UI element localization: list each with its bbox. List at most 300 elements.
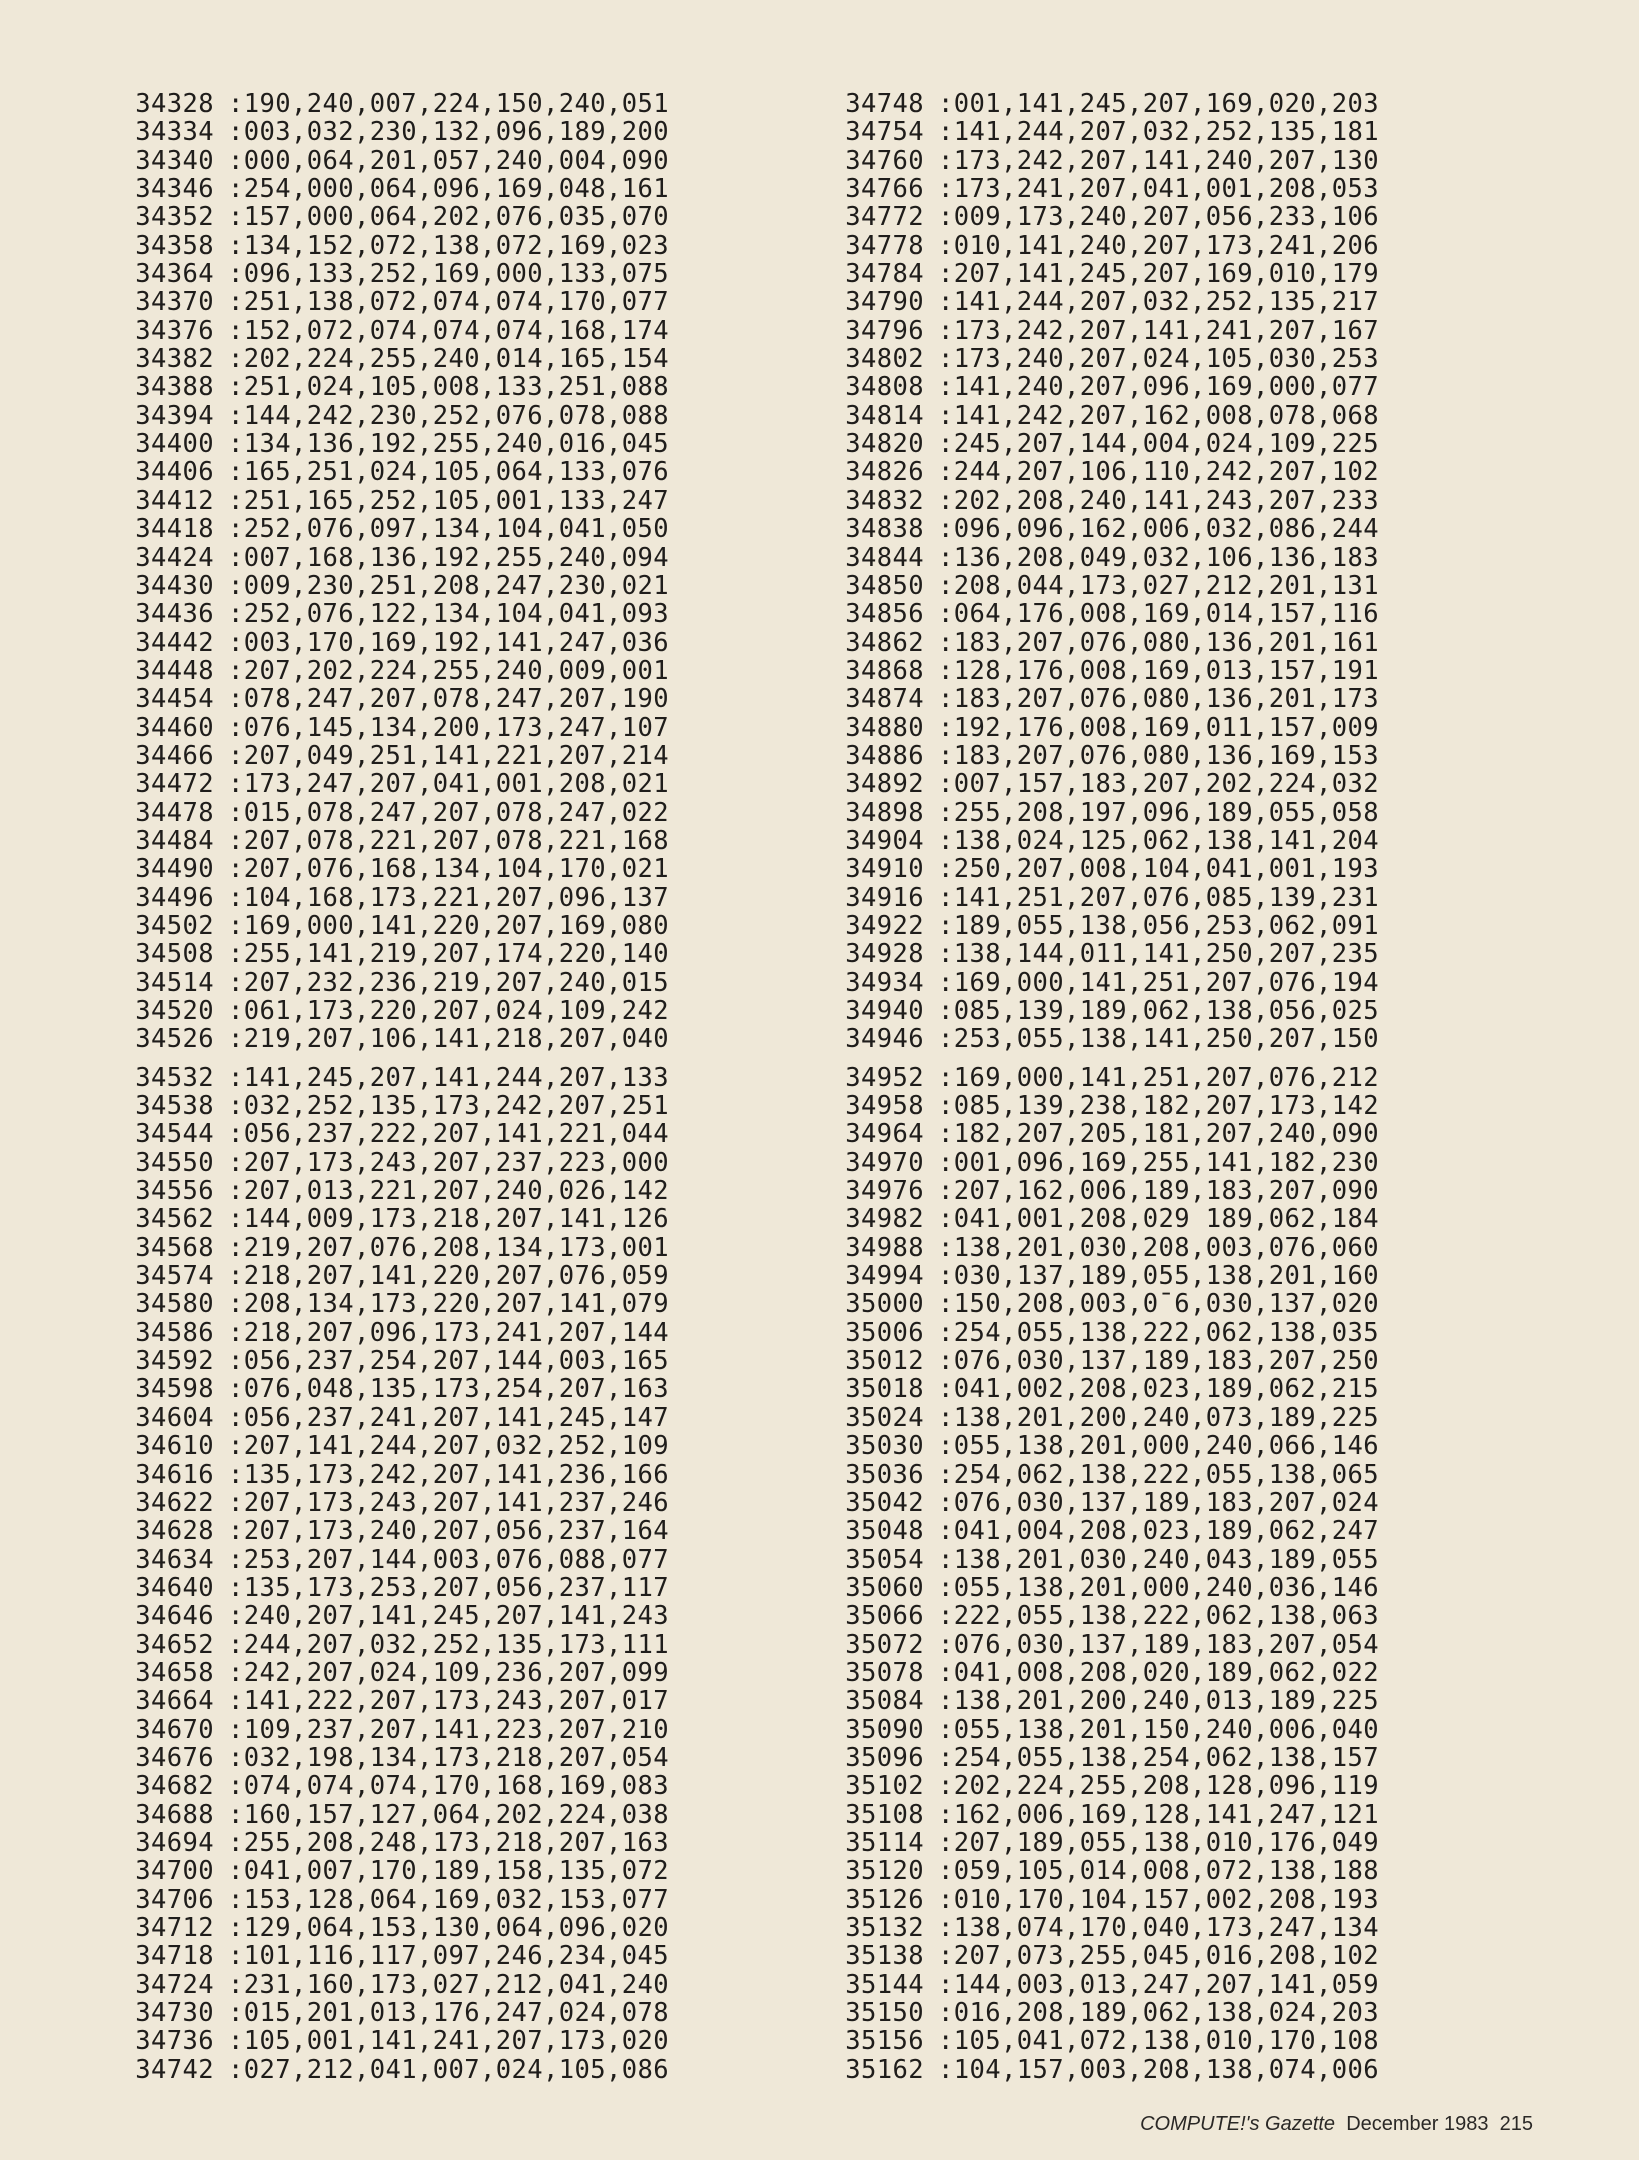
line-data: :153,128,064,169,032,153,077 (228, 1884, 670, 1915)
listing-line (110, 2056, 669, 2084)
line-data: :007,168,136,192,255,240,094 (228, 542, 670, 573)
listing-line (820, 1971, 1379, 1999)
line-data: :141,245,207,141,244,207,133 (228, 1062, 670, 1093)
listing-line (820, 515, 1379, 543)
line-data: :109,237,207,141,223,207,210 (228, 1714, 670, 1745)
line-data: :085,139,238,182,207,173,142 (938, 1091, 1380, 1122)
listing-line (820, 1687, 1379, 1715)
listing-line (820, 288, 1379, 316)
listing-line (820, 1205, 1379, 1233)
listing-block (110, 90, 669, 1054)
line-address: 35156 (845, 2026, 924, 2057)
line-data: :076,030,137,189,183,207,024 (938, 1487, 1380, 1518)
line-data: :207,049,251,141,221,207,214 (228, 740, 670, 771)
listing-line (110, 629, 669, 657)
line-data: :104,168,173,221,207,096,137 (228, 882, 670, 913)
line-address: 34340 (135, 145, 214, 176)
listing-line (110, 1375, 669, 1403)
listing-line (110, 458, 669, 486)
listing-line (820, 1801, 1379, 1829)
line-data: :190,240,007,224,150,240,051 (228, 89, 670, 119)
line-data: :001,096,169,255,141,182,230 (938, 1147, 1380, 1178)
listing-line (820, 430, 1379, 458)
line-data: :254,055,138,222,062,138,035 (938, 1317, 1380, 1348)
line-address: 34850 (845, 570, 924, 601)
listing-line (820, 1177, 1379, 1205)
line-data: :183,207,076,080,136,169,153 (938, 740, 1380, 771)
line-address: 34568 (135, 1232, 214, 1263)
listing-line (820, 373, 1379, 401)
line-address: 35162 (845, 2054, 924, 2085)
line-data: :207,076,168,134,104,170,021 (228, 854, 670, 885)
line-data: :032,252,135,173,242,207,251 (228, 1091, 670, 1122)
line-address: 34982 (845, 1204, 924, 1235)
line-data: :141,222,207,173,243,207,017 (228, 1686, 670, 1717)
line-address: 34772 (845, 202, 924, 233)
line-address: 34838 (845, 514, 924, 545)
listing-line (820, 1234, 1379, 1262)
line-address: 34562 (135, 1204, 214, 1235)
line-address: 34892 (845, 769, 924, 800)
line-address: 34388 (135, 372, 214, 403)
line-address: 34394 (135, 400, 214, 431)
listing-line (110, 544, 669, 572)
listing-line (110, 1517, 669, 1545)
listing-line (110, 1120, 669, 1148)
listing-line (820, 1149, 1379, 1177)
listing-line (110, 1489, 669, 1517)
line-address: 35018 (845, 1374, 924, 1405)
line-data: :254,062,138,222,055,138,065 (938, 1459, 1380, 1490)
listing-line (820, 1517, 1379, 1545)
line-address: 34640 (135, 1572, 214, 1603)
line-data: :056,237,222,207,141,221,044 (228, 1119, 670, 1150)
listing-line (110, 1025, 669, 1053)
line-data: :041,007,170,189,158,135,072 (228, 1856, 670, 1887)
line-address: 34520 (135, 996, 214, 1026)
line-address: 34742 (135, 2054, 214, 2085)
line-data: :173,240,207,024,105,030,253 (938, 344, 1380, 375)
line-data: :207,173,243,207,141,237,246 (228, 1487, 670, 1518)
line-data: :076,048,135,173,254,207,163 (228, 1374, 670, 1405)
line-data: :253,207,144,003,076,088,077 (228, 1544, 670, 1575)
line-address: 34586 (135, 1317, 214, 1348)
listing-line (110, 430, 669, 458)
listing-line (820, 175, 1379, 203)
line-data: :255,208,248,173,218,207,163 (228, 1827, 670, 1858)
line-data: :202,208,240,141,243,207,233 (938, 485, 1380, 516)
line-address: 34946 (845, 1024, 924, 1055)
line-address: 34352 (135, 202, 214, 233)
line-address: 34814 (845, 400, 924, 431)
listing-line (820, 1744, 1379, 1772)
listing-line (820, 1659, 1379, 1687)
line-data: :056,237,241,207,141,245,147 (228, 1402, 670, 1433)
line-address: 35072 (845, 1629, 924, 1660)
listing-line (820, 742, 1379, 770)
listing-line (110, 487, 669, 515)
line-address: 34400 (135, 429, 214, 460)
line-data: :144,009,173,218,207,141,126 (228, 1204, 670, 1235)
line-address: 34634 (135, 1544, 214, 1575)
line-address: 34664 (135, 1686, 214, 1717)
line-address: 34880 (845, 712, 924, 743)
line-data: :129,064,153,130,064,096,020 (228, 1913, 670, 1943)
listing-line (110, 1347, 669, 1375)
line-data: :202,224,255,240,014,165,154 (228, 344, 670, 375)
listing-line (110, 2027, 669, 2055)
listing-line (110, 1461, 669, 1489)
line-data: :138,074,170,040,173,247,134 (938, 1913, 1380, 1943)
listing-line (110, 770, 669, 798)
line-address: 34940 (845, 996, 924, 1026)
line-address: 34916 (845, 882, 924, 913)
line-data: :251,165,252,105,001,133,247 (228, 485, 670, 516)
line-data: :104,157,003,208,138,074,006 (938, 2054, 1380, 2085)
line-address: 34436 (135, 599, 214, 630)
listing-line (820, 1942, 1379, 1970)
line-address: 34964 (845, 1119, 924, 1150)
line-address: 34574 (135, 1261, 214, 1292)
line-data: :183,207,076,080,136,201,161 (938, 627, 1380, 658)
listing-line (820, 1914, 1379, 1942)
listing-line (110, 1092, 669, 1120)
line-address: 34508 (135, 939, 214, 970)
listing-line (820, 487, 1379, 515)
line-data: :141,240,207,096,169,000,077 (938, 372, 1380, 403)
line-data: :222,055,138,222,062,138,063 (938, 1601, 1380, 1632)
listing-line (110, 1914, 669, 1942)
line-data: :144,242,230,252,076,078,088 (228, 400, 670, 431)
line-address: 35060 (845, 1572, 924, 1603)
line-address: 34550 (135, 1147, 214, 1178)
listing-line (820, 1999, 1379, 2027)
line-data: :015,201,013,176,247,024,078 (228, 1998, 670, 2029)
listing-line (820, 799, 1379, 827)
line-data: :253,055,138,141,250,207,150 (938, 1024, 1380, 1055)
line-data: :041,001,208,029 189,062,184 (938, 1204, 1380, 1235)
line-address: 34730 (135, 1998, 214, 2029)
line-data: :244,207,032,252,135,173,111 (228, 1629, 670, 1660)
listing-line (110, 1687, 669, 1715)
listing-line (110, 147, 669, 175)
line-address: 34934 (845, 967, 924, 998)
line-address: 34706 (135, 1884, 214, 1915)
listing-line (110, 827, 669, 855)
line-address: 34610 (135, 1431, 214, 1462)
listing-line (110, 1064, 669, 1092)
line-address: 35012 (845, 1346, 924, 1377)
line-address: 34646 (135, 1601, 214, 1632)
line-data: :150,208,003,0¯6,030,137,020 (938, 1289, 1380, 1320)
line-data: :138,201,030,240,043,189,055 (938, 1544, 1380, 1575)
line-address: 34862 (845, 627, 924, 658)
line-data: :157,000,064,202,076,035,070 (228, 202, 670, 233)
listing-line (820, 855, 1379, 883)
line-data: :207,189,055,138,010,176,049 (938, 1827, 1380, 1858)
line-data: :245,207,144,004,024,109,225 (938, 429, 1380, 460)
line-address: 34874 (845, 684, 924, 715)
line-address: 34598 (135, 1374, 214, 1405)
line-data: :055,138,201,000,240,066,146 (938, 1431, 1380, 1462)
line-address: 34412 (135, 485, 214, 516)
line-address: 35048 (845, 1516, 924, 1547)
listing-line (820, 1262, 1379, 1290)
line-data: :027,212,041,007,024,105,086 (228, 2054, 670, 2085)
listing-line (820, 147, 1379, 175)
line-data: :207,162,006,189,183,207,090 (938, 1176, 1380, 1207)
listing-line (820, 1602, 1379, 1630)
listing-line (110, 1772, 669, 1800)
listing-line (820, 912, 1379, 940)
line-address: 34376 (135, 315, 214, 346)
listing-line (820, 1347, 1379, 1375)
line-data: :207,078,221,207,078,221,168 (228, 825, 670, 856)
line-data: :218,207,096,173,241,207,144 (228, 1317, 670, 1348)
listing-line (820, 657, 1379, 685)
listing-line (820, 1461, 1379, 1489)
line-address: 34712 (135, 1913, 214, 1943)
line-address: 34406 (135, 457, 214, 488)
listing-line (110, 1886, 669, 1914)
line-address: 34826 (845, 457, 924, 488)
line-address: 35078 (845, 1657, 924, 1688)
line-data: :101,116,117,097,246,234,045 (228, 1941, 670, 1972)
listing-line (820, 544, 1379, 572)
line-data: :173,242,207,141,241,207,167 (938, 315, 1380, 346)
line-address: 34796 (845, 315, 924, 346)
listing-line (110, 1262, 669, 1290)
listing-line (110, 1602, 669, 1630)
line-address: 34490 (135, 854, 214, 885)
line-data: :010,141,240,207,173,241,206 (938, 230, 1380, 261)
line-address: 34328 (135, 89, 214, 119)
line-data: :173,247,207,041,001,208,021 (228, 769, 670, 800)
line-data: :138,144,011,141,250,207,235 (938, 939, 1380, 970)
line-data: :182,207,205,181,207,240,090 (938, 1119, 1380, 1150)
listing-line (820, 572, 1379, 600)
line-data: :250,207,008,104,041,001,193 (938, 854, 1380, 885)
listing-line (110, 175, 669, 203)
line-address: 35150 (845, 1998, 924, 2029)
line-address: 34538 (135, 1091, 214, 1122)
line-address: 34958 (845, 1091, 924, 1122)
line-address: 34526 (135, 1024, 214, 1055)
line-address: 34346 (135, 174, 214, 205)
line-address: 34370 (135, 287, 214, 318)
line-data: :041,004,208,023,189,062,247 (938, 1516, 1380, 1547)
line-data: :160,157,127,064,202,224,038 (228, 1799, 670, 1830)
line-data: :015,078,247,207,078,247,022 (228, 797, 670, 828)
line-data: :252,076,097,134,104,041,050 (228, 514, 670, 545)
line-address: 34484 (135, 825, 214, 856)
line-data: :141,244,207,032,252,135,217 (938, 287, 1380, 318)
line-data: :016,208,189,062,138,024,203 (938, 1998, 1380, 2029)
listing-line (820, 118, 1379, 146)
line-data: :173,241,207,041,001,208,053 (938, 174, 1380, 205)
listing-line (820, 884, 1379, 912)
listing-line (110, 940, 669, 968)
listing-line (820, 1290, 1379, 1318)
listing-line (110, 799, 669, 827)
listing-line (110, 1149, 669, 1177)
line-address: 34700 (135, 1856, 214, 1887)
line-data: :138,201,200,240,013,189,225 (938, 1686, 1380, 1717)
line-data: :255,208,197,096,189,055,058 (938, 797, 1380, 828)
line-data: :202,224,255,208,128,096,119 (938, 1771, 1380, 1802)
line-data: :207,232,236,219,207,240,015 (228, 967, 670, 998)
line-data: :218,207,141,220,207,076,059 (228, 1261, 670, 1292)
line-data: :032,198,134,173,218,207,054 (228, 1742, 670, 1773)
line-data: :207,073,255,045,016,208,102 (938, 1941, 1380, 1972)
line-address: 34628 (135, 1516, 214, 1547)
line-address: 34466 (135, 740, 214, 771)
line-address: 35102 (845, 1771, 924, 1802)
line-address: 35054 (845, 1544, 924, 1575)
listing-line (820, 1025, 1379, 1053)
line-data: :207,141,244,207,032,252,109 (228, 1431, 670, 1462)
line-address: 35030 (845, 1431, 924, 1462)
line-data: :041,008,208,020,189,062,022 (938, 1657, 1380, 1688)
line-data: :135,173,242,207,141,236,166 (228, 1459, 670, 1490)
listing-line (110, 1744, 669, 1772)
line-address: 35120 (845, 1856, 924, 1887)
line-data: :207,173,240,207,056,237,164 (228, 1516, 670, 1547)
line-data: :144,003,013,247,207,141,059 (938, 1969, 1380, 2000)
line-address: 35042 (845, 1487, 924, 1518)
line-address: 35000 (845, 1289, 924, 1320)
line-address: 35138 (845, 1941, 924, 1972)
listing-line (110, 1290, 669, 1318)
line-address: 34904 (845, 825, 924, 856)
line-data: :056,237,254,207,144,003,165 (228, 1346, 670, 1377)
line-data: :055,138,201,000,240,036,146 (938, 1572, 1380, 1603)
listing-line (820, 600, 1379, 628)
line-data: :010,170,104,157,002,208,193 (938, 1884, 1380, 1915)
listing-line (110, 1716, 669, 1744)
listing-line (820, 260, 1379, 288)
line-data: :135,173,253,207,056,237,117 (228, 1572, 670, 1603)
line-address: 35006 (845, 1317, 924, 1348)
line-address: 35084 (845, 1686, 924, 1717)
listing-line (110, 1546, 669, 1574)
listing-line (110, 260, 669, 288)
line-data: :085,139,189,062,138,056,025 (938, 996, 1380, 1026)
line-data: :254,055,138,254,062,138,157 (938, 1742, 1380, 1773)
line-address: 34358 (135, 230, 214, 261)
line-address: 34430 (135, 570, 214, 601)
line-data: :138,024,125,062,138,141,204 (938, 825, 1380, 856)
listing-line (110, 288, 669, 316)
listing-line (820, 1631, 1379, 1659)
line-data: :003,032,230,132,096,189,200 (228, 117, 670, 148)
line-address: 34544 (135, 1119, 214, 1150)
listing-line (820, 203, 1379, 231)
line-address: 34334 (135, 117, 214, 148)
line-data: :207,013,221,207,240,026,142 (228, 1176, 670, 1207)
line-data: :074,074,074,170,168,169,083 (228, 1771, 670, 1802)
line-address: 34832 (845, 485, 924, 516)
listing-line (110, 373, 669, 401)
line-address: 35114 (845, 1827, 924, 1858)
line-address: 34784 (845, 259, 924, 290)
listing-line (110, 714, 669, 742)
line-data: :007,157,183,207,202,224,032 (938, 769, 1380, 800)
line-data: :141,251,207,076,085,139,231 (938, 882, 1380, 913)
line-data: :009,173,240,207,056,233,106 (938, 202, 1380, 233)
listing-column-left (110, 90, 669, 2084)
line-address: 34868 (845, 655, 924, 686)
line-data: :064,176,008,169,014,157,116 (938, 599, 1380, 630)
listing-line (110, 884, 669, 912)
line-data: :138,201,030,208,003,076,060 (938, 1232, 1380, 1263)
listing-line (110, 90, 669, 118)
line-data: :165,251,024,105,064,133,076 (228, 457, 670, 488)
listing-line (110, 1319, 669, 1347)
line-address: 35144 (845, 1969, 924, 2000)
line-address: 34592 (135, 1346, 214, 1377)
line-address: 34994 (845, 1261, 924, 1292)
line-address: 35096 (845, 1742, 924, 1773)
listing-line (820, 770, 1379, 798)
line-data: :208,044,173,027,212,201,131 (938, 570, 1380, 601)
line-data: :255,141,219,207,174,220,140 (228, 939, 670, 970)
line-data: :251,138,072,074,074,170,077 (228, 287, 670, 318)
listing-line (110, 1631, 669, 1659)
line-address: 34922 (845, 910, 924, 941)
line-data: :169,000,141,220,207,169,080 (228, 910, 670, 941)
listing-line (820, 2056, 1379, 2084)
line-data: :138,201,200,240,073,189,225 (938, 1402, 1380, 1433)
listing-line (110, 685, 669, 713)
line-address: 34418 (135, 514, 214, 545)
listing-line (110, 1999, 669, 2027)
line-data: :078,247,207,078,247,207,190 (228, 684, 670, 715)
listing-line (110, 969, 669, 997)
listing-line (820, 402, 1379, 430)
line-address: 34778 (845, 230, 924, 261)
line-address: 34502 (135, 910, 214, 941)
listing-line (820, 1772, 1379, 1800)
line-address: 35036 (845, 1459, 924, 1490)
line-data: :219,207,106,141,218,207,040 (228, 1024, 670, 1055)
listing-line (820, 714, 1379, 742)
line-data: :252,076,122,134,104,041,093 (228, 599, 670, 630)
listing-line (110, 402, 669, 430)
line-data: :207,173,243,207,237,223,000 (228, 1147, 670, 1178)
listing-line (110, 345, 669, 373)
listing-line (110, 742, 669, 770)
line-data: :242,207,024,109,236,207,099 (228, 1657, 670, 1688)
line-address: 34676 (135, 1742, 214, 1773)
line-address: 34658 (135, 1657, 214, 1688)
line-address: 34844 (845, 542, 924, 573)
listing-line (820, 827, 1379, 855)
line-address: 34952 (845, 1062, 924, 1093)
line-address: 34976 (845, 1176, 924, 1207)
line-address: 35126 (845, 1884, 924, 1915)
listing-line (820, 1092, 1379, 1120)
line-address: 34694 (135, 1827, 214, 1858)
line-data: :189,055,138,056,253,062,091 (938, 910, 1380, 941)
listing-line (820, 997, 1379, 1025)
listing-line (820, 1886, 1379, 1914)
listing-block (820, 90, 1379, 1054)
listing-line (820, 1489, 1379, 1517)
line-address: 34736 (135, 2026, 214, 2057)
line-address: 34856 (845, 599, 924, 630)
line-address: 34496 (135, 882, 214, 913)
